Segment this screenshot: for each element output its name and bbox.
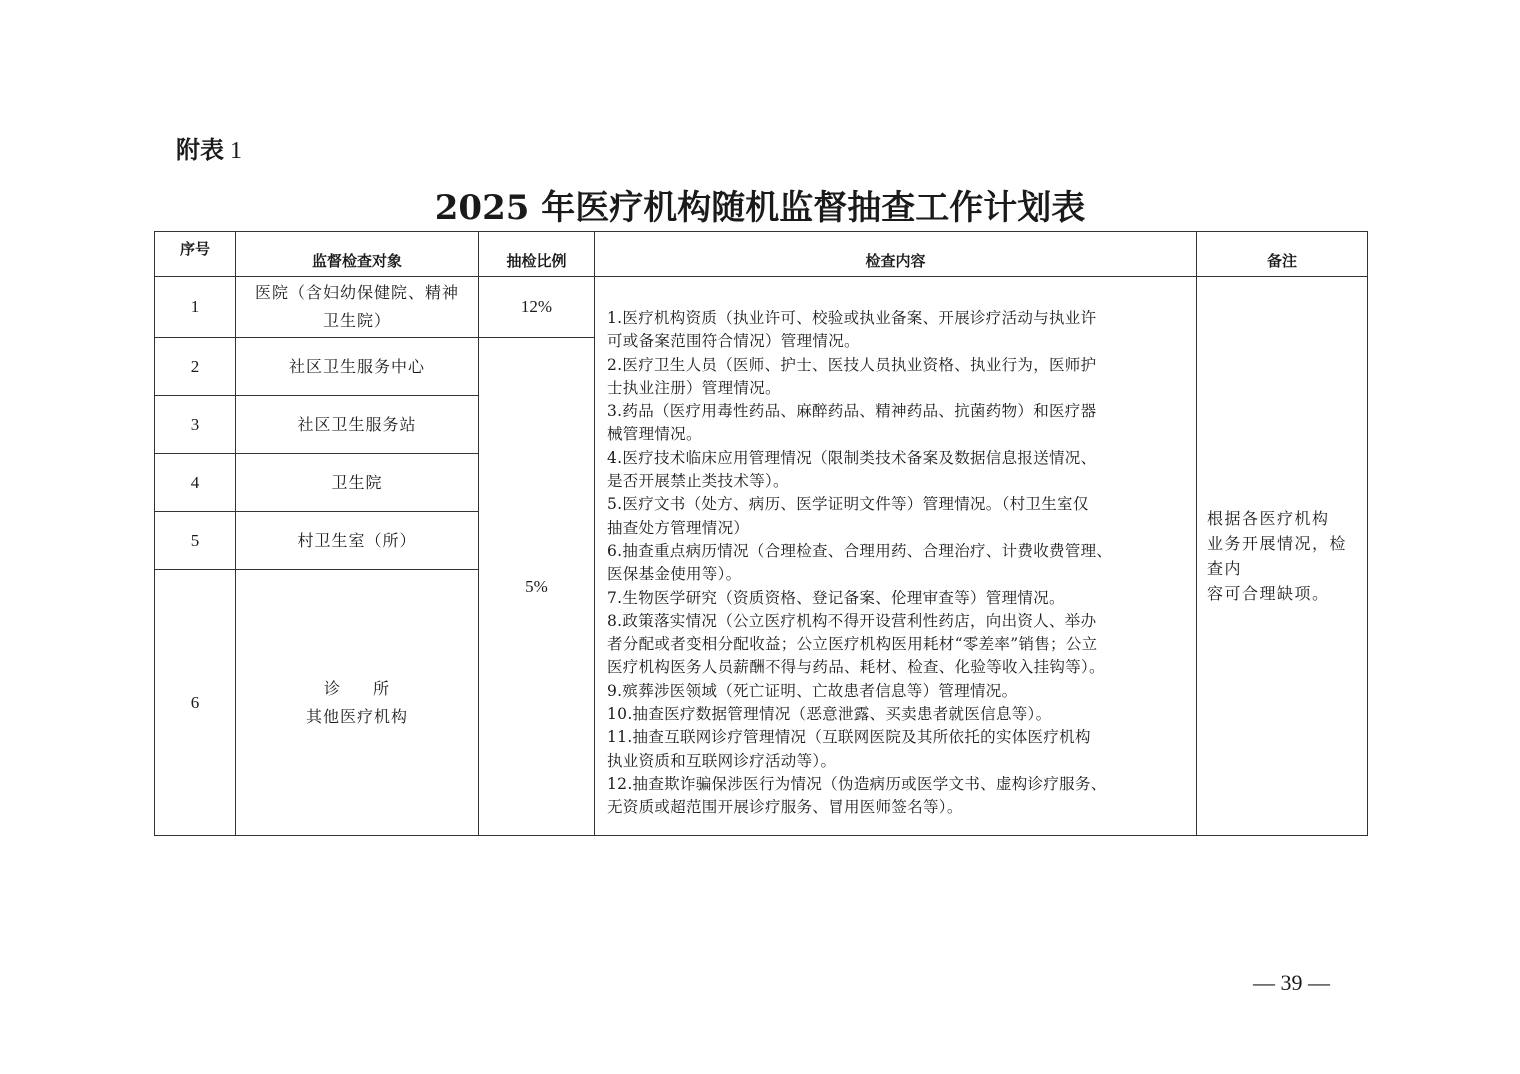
content-line: 7.生物医学研究（资质资格、登记备案、伦理审查等）管理情况。 <box>607 588 1065 607</box>
content-line: 12.抽查欺诈骗保涉医行为情况（伪造病历或医学文书、虚构诊疗服务、 <box>607 774 1107 793</box>
appendix-label <box>176 130 242 165</box>
content-line: 医保基金使用等）。 <box>607 565 742 584</box>
remark-line: 查内 <box>1207 559 1243 578</box>
content-line: 执业资质和互联网诊疗活动等）。 <box>607 751 837 770</box>
target-line: 医院（含妇幼保健院、精神 <box>254 283 459 302</box>
remark-line: 业务开展情况，检 <box>1207 534 1348 553</box>
target-line: 其他医疗机构 <box>305 706 408 726</box>
content-line: 无资质或超范围开展诊疗服务、冒用医师签名等）。 <box>607 798 963 817</box>
target-line: 卫生院） <box>322 311 391 330</box>
content-line: 械管理情况。 <box>607 425 702 444</box>
content-line: 4.医疗技术临床应用管理情况（限制类技术备案及数据信息报送情况、 <box>607 448 1097 467</box>
content-line: 3.药品（医疗用毒性药品、麻醉药品、精神药品、抗菌药物）和医疗器 <box>607 402 1097 421</box>
content-line: 11.抽查互联网诊疗管理情况（互联网医院及其所依托的实体医疗机构 <box>607 728 1091 747</box>
header-remark: 备注 <box>1197 232 1368 277</box>
remark-cell <box>1197 277 1368 836</box>
content-line: 6.抽查重点病历情况（合理检查、合理用药、合理治疗、计费收费管理、 <box>607 541 1113 560</box>
content-line: 2.医疗卫生人员（医师、护士、医技人员执业资格、执业行为，医师护 <box>607 355 1097 374</box>
appendix-number: 1 <box>230 138 242 164</box>
target-word: 诊 <box>323 678 341 698</box>
row-seq: 3 <box>155 396 236 454</box>
content-line: 者分配或者变相分配收益；公立医疗机构医用耗材“零差率”销售；公立 <box>607 635 1098 654</box>
row-target <box>236 570 479 836</box>
content-line: 可或备案范围符合情况）管理情况。 <box>607 332 860 351</box>
row-target: 社区卫生服务中心 <box>236 338 479 396</box>
content-line: 是否开展禁止类技术等）。 <box>607 472 789 491</box>
header-ratio: 抽检比例 <box>479 232 595 277</box>
table-row <box>155 277 1368 338</box>
row-seq: 6 <box>155 570 236 836</box>
content-line: 抽查处方管理情况） <box>607 518 750 537</box>
content-line: 1.医疗机构资质（执业许可、校验或执业备案、开展诊疗活动与执业许 <box>607 309 1097 327</box>
row-ratio: 12% <box>479 277 595 338</box>
row-seq: 5 <box>155 512 236 570</box>
row-target: 卫生院 <box>236 454 479 512</box>
content-line: 9.殡葬涉医领域（死亡证明、亡故患者信息等）管理情况。 <box>607 681 1018 700</box>
target-line <box>236 675 478 703</box>
document-title: 2025 年医疗机构随机监督抽查工作计划表 <box>434 188 1086 228</box>
row-target: 社区卫生服务站 <box>236 396 479 454</box>
table-header-row <box>155 232 1368 277</box>
shared-ratio: 5% <box>479 338 595 836</box>
row-seq: 1 <box>155 277 236 338</box>
row-target <box>236 277 479 338</box>
content-line: 士执业注册）管理情况。 <box>607 378 781 397</box>
page-number: — 39 — <box>1253 970 1330 995</box>
remark-line: 容可合理缺项。 <box>1207 584 1330 603</box>
row-seq: 2 <box>155 338 236 396</box>
row-target: 村卫生室（所） <box>236 512 479 570</box>
header-target: 监督检查对象 <box>236 232 479 277</box>
row-seq: 4 <box>155 454 236 512</box>
appendix-text: 附表 <box>176 136 224 164</box>
content-line: 5.医疗文书（处方、病历、医学证明文件等）管理情况。（村卫生室仅 <box>607 495 1089 514</box>
plan-table <box>154 231 1368 836</box>
content-line: 8.政策落实情况（公立医疗机构不得开设营利性药店，向出资人、举办 <box>607 611 1097 630</box>
inspection-content <box>595 277 1197 836</box>
content-line: 10.抽查医疗数据管理情况（恶意泄露、买卖患者就医信息等）。 <box>607 705 1052 724</box>
content-line: 医疗机构医务人员薪酬不得与药品、耗材、检查、化验等收入挂钩等）。 <box>607 658 1105 677</box>
header-content: 检查内容 <box>595 232 1197 277</box>
header-seq: 序号 <box>155 232 236 277</box>
remark-line: 根据各医疗机构 <box>1207 509 1330 528</box>
target-word: 所 <box>373 678 391 698</box>
